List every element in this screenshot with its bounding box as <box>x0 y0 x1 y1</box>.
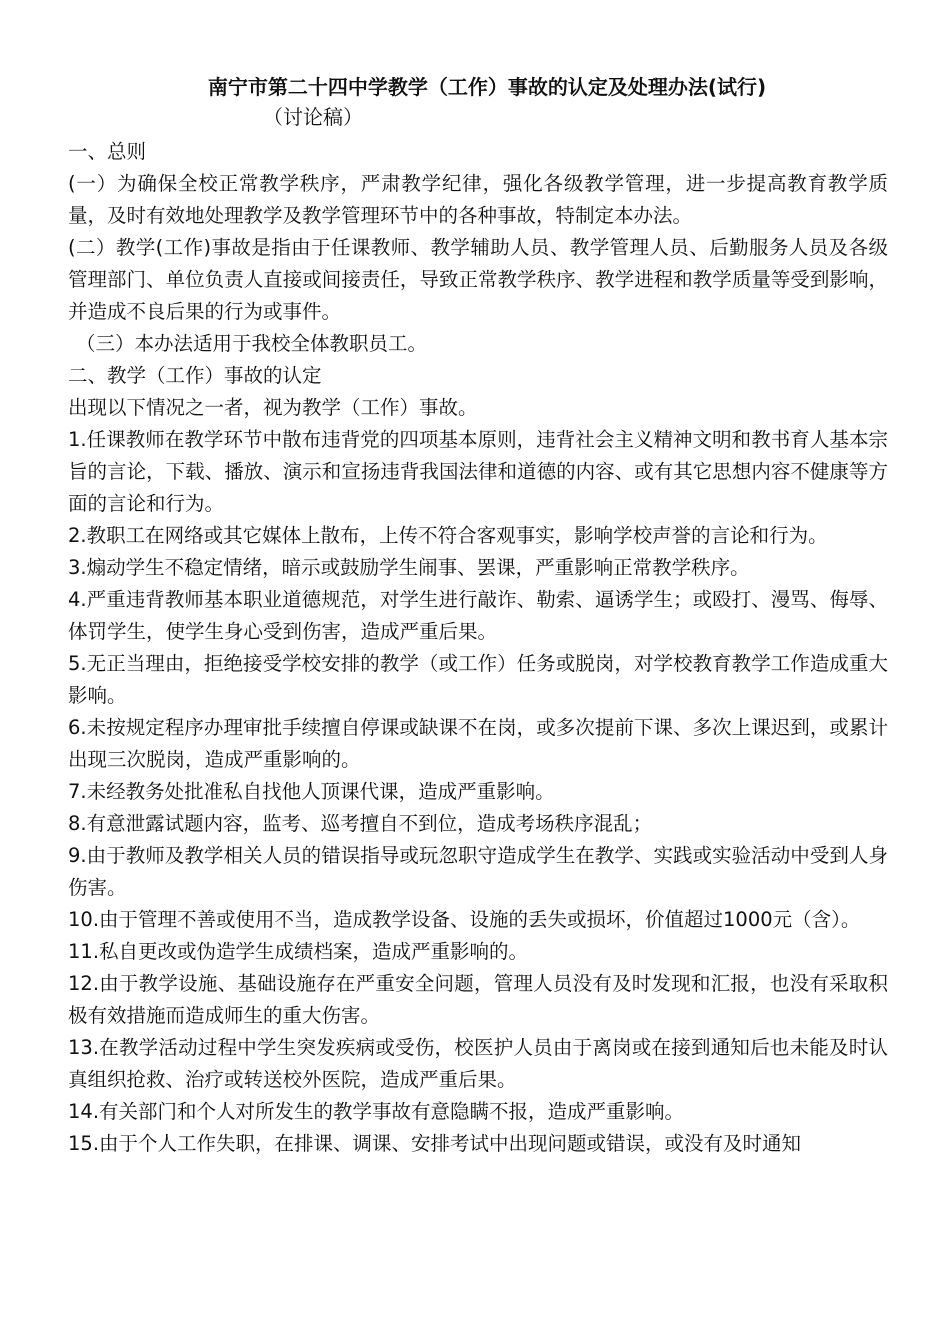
paragraph: (二）教学(工作)事故是指由于任课教师、教学辅助人员、教学管理人员、后勤服务人员及各级管理部门、单位负责人直接或间接责任，导致正常教学秩序、教学进程和教学质量等受到影响，并造成不良后果的行为或事件。 <box>68 236 888 323</box>
list-item: 3.煽动学生不稳定情绪，暗示或鼓励学生闹事、罢课，严重影响正常教学秩序。 <box>68 556 750 579</box>
section-heading: 一、总则 <box>68 140 147 163</box>
list-item: 4.严重违背教师基本职业道德规范，对学生进行敲诈、勒索、逼诱学生；或殴打、漫骂、侮辱、体罚学生，使学生身心受到伤害，造成严重后果。 <box>68 588 888 643</box>
list-item: 2.教职工在网络或其它媒体上散布，上传不符合客观事实，影响学校声誉的言论和行为。 <box>68 524 828 547</box>
list-item: 14.有关部门和个人对所发生的教学事故有意隐瞒不报，造成严重影响。 <box>68 1100 685 1123</box>
document-subtitle: （讨论稿） <box>263 105 363 129</box>
section-heading: 二、教学（工作）事故的认定 <box>68 364 322 387</box>
document-title: 南宁市第二十四中学教学（工作）事故的认定及处理办法(试行) <box>207 75 767 99</box>
list-item: 8.有意泄露试题内容，监考、巡考擅自不到位，造成考场秩序混乱； <box>68 812 653 835</box>
paragraph: 出现以下情况之一者，视为教学（工作）事故。 <box>68 396 478 419</box>
paragraph: (一）为确保全校正常教学秩序，严肃教学纪律，强化各级教学管理，进一步提高教育教学质量，及时有效地处理教学及教学管理环节中的各种事故，特制定本办法。 <box>68 172 888 227</box>
list-item: 15.由于个人工作失职，在排课、调课、安排考试中出现问题或错误，或没有及时通知 <box>68 1132 802 1155</box>
list-item: 5.无正当理由，拒绝接受学校安排的教学（或工作）任务或脱岗，对学校教育教学工作造成重大影响。 <box>68 652 888 707</box>
list-item: 10.由于管理不善或使用不当，造成教学设备、设施的丢失或损坏，价值超过1000元（含）。 <box>68 908 861 931</box>
list-item: 1.任课教师在教学环节中散布违背党的四项基本原则，违背社会主义精神文明和教书育人基本宗旨的言论，下载、播放、演示和宣扬违背我国法律和道德的内容、或有其它思想内容不健康等方面的言论和行为。 <box>68 428 888 515</box>
list-item: 13.在教学活动过程中学生突发疾病或受伤，校医护人员由于离岗或在接到通知后也未能及时认真组织抢救、治疗或转送校外医院，造成严重后果。 <box>68 1036 888 1091</box>
paragraph: （三）本办法适用于我校全体教职员工。 <box>76 332 428 355</box>
list-item: 12.由于教学设施、基础设施存在严重安全问题，管理人员没有及时发现和汇报，也没有采取积极有效措施而造成师生的重大伤害。 <box>68 972 888 1027</box>
list-item: 6.未按规定程序办理审批手续擅自停课或缺课不在岗，或多次提前下课、多次上课迟到，或累计出现三次脱岗，造成严重影响的。 <box>68 716 888 771</box>
list-item: 9.由于教师及教学相关人员的错误指导或玩忽职守造成学生在教学、实践或实验活动中受到人身伤害。 <box>68 844 888 899</box>
list-item: 11.私自更改或伪造学生成绩档案，造成严重影响的。 <box>68 940 529 963</box>
document-body <box>68 72 888 1160</box>
list-item: 7.未经教务处批准私自找他人顶课代课，造成严重影响。 <box>68 780 555 803</box>
